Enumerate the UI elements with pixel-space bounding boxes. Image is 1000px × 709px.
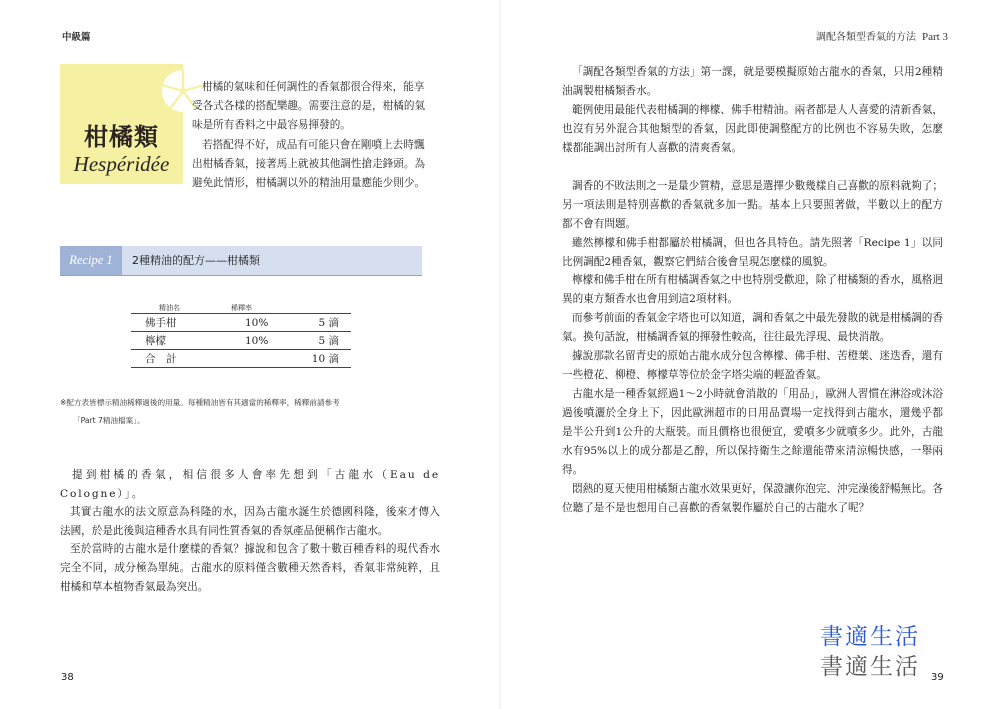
body-text [562,63,943,518]
body-paragraph: 而參考前面的香氣金字塔也可以知道，調和香氣之中最先發散的就是柑橘調的香氣。換句話說，柑橘調香氣的揮發性較高，往往最先浮現、最快消散。 [562,312,943,344]
chapter-title-french: Hespéridée [73,152,170,176]
body-paragraph: 檸檬和佛手柑在所有柑橘調香氣之中也特別受歡迎，除了柑橘類的香水，風格迥異的東方類香水也會用到這2項材料。 [562,274,943,306]
body-paragraph: 其實古龍水的法文原意為科隆的水，因為古龍水誕生於德國科隆，後來才傳入法國，於是此後與這種香水具有同性質香氣的香氛產品便稱作古龍水。 [60,506,440,537]
total-label-cell: 合 計 [131,350,245,368]
intro-text [192,78,430,193]
oil-name-cell: 檸檬 [131,332,245,350]
chapter-header [816,28,948,43]
page-number: 39 [931,672,944,683]
watermark-logo-shadow: 書適生活 [820,654,920,680]
chapter-title-chinese: 柑橘類 [84,122,159,151]
body-text [60,466,440,596]
dilution-cell: 10% [245,332,305,350]
body-paragraph: 提到柑橘的香氣，相信很多人會率先想到「古龍水（Eau de Cologne）」。 [60,469,440,500]
body-paragraph: 雖然檸檬和佛手柑都屬於柑橘調，但也各具特色。請先照著「Recipe 1」以同比例調配2種香氣，觀察它們結合後會呈現怎麼樣的風貌。 [562,236,943,268]
body-paragraph: 悶熱的夏天使用柑橘類古龍水效果更好，保證讓你泡完、沖完澡後舒暢無比。各位聽了是不是也想用自己喜歡的香氣製作屬於自己的古龍水了呢？ [562,482,943,514]
empty-cell [245,350,305,368]
body-paragraph: 「調配各類型香氣的方法」第一課，就是要模擬原始古龍水的香氣，只用2種精油調製柑橘類香水。 [562,66,943,97]
table-total-row [131,350,351,368]
body-paragraph: 古龍水是一種香氣經過1～2小時就會消散的「用品」，歐洲人習慣在淋浴或沐浴過後噴灑於全身上下，因此歐洲超市的日用品賣場一定找得到古龍水，還幾乎都是半公升到1公升的大瓶裝。而且價格也很便宜，愛噴多少就噴多少。此外，古龍水有95%以上的成分都是乙醇，所以保持衛生之餘還能帶來清涼暢快感，一舉兩得。 [562,388,943,476]
recipe-number-tag: Recipe 1 [60,246,122,275]
drops-cell: 5 滴 [305,332,351,350]
chapter-header-title: 調配各類型香氣的方法 [816,32,917,43]
recipe-footnote [60,394,440,430]
dilution-cell: 10% [245,314,305,332]
drops-cell: 5 滴 [305,314,351,332]
body-paragraph: 至於當時的古龍水是什麼樣的香氣？據說和包含了數十數百種香料的現代香水完全不同，成分極為單純。古龍水的原料僅含數種天然香料，香氣非常純粹，且柑橘和草本植物香氣最為突出。 [60,543,440,593]
recipe-title: 2種精油的配方——柑橘類 [132,254,260,267]
recipe-header-bar [60,246,422,276]
watermark-logo: 書適生活 [820,624,920,650]
chapter-title-box [60,64,183,184]
body-paragraph: 據說那款名留青史的原始古龍水成分包含檸檬、佛手柑、苦橙葉、迷迭香，還有一些橙花、柳橙、檸檬草等位於金字塔尖端的輕盈香氣。 [562,350,943,382]
intro-paragraph: 若搭配得不好，成品有可能只會在剛噴上去時飄出柑橘香氣，接著馬上就被其他調性搶走鋒頭。為避免此情形，柑橘調以外的精油用量應能少則少。 [192,138,426,190]
section-header: 中級篇 [62,32,91,43]
table-row [131,332,351,350]
footnote-line: ※配方表皆標示精油稀釋過後的用量。每種精油皆有其適當的稀釋率，稀釋前請參考 [60,398,340,407]
right-page [500,0,1000,709]
intro-paragraph: 柑橘的氣味和任何調性的香氣都很合得來，能享受各式各樣的搭配樂趣。需要注意的是，柑橘的氣味是所有香料之中最容易揮發的。 [192,81,426,132]
total-drops-cell: 10 滴 [305,350,351,368]
page-number: 38 [61,672,74,683]
chapter-part-label: Part 3 [922,31,948,43]
oil-name-cell: 佛手柑 [131,314,245,332]
recipe-table [131,313,351,368]
footnote-line: 「Part 7精油檔案」。 [73,416,145,425]
table-header-oil-name: 精油名 [159,304,180,312]
body-paragraph: 調香的不敗法則之一是量少質精，意思是選擇少數幾樣自己喜歡的原料就夠了；另一項法則是特別喜歡的香氣就多加一點。基本上只要照著做，半數以上的配方都不會有問題。 [562,179,943,230]
body-paragraph: 範例使用最能代表柑橘調的檸檬、佛手柑精油。兩者都是人人喜愛的清新香氣，也沒有另外混合其他類型的香氣，因此即使調整配方的比例也不容易失敗，怎麼樣都能調出討所有人喜歡的清爽香氣。 [562,103,943,154]
table-header-dilution: 稀釋率 [231,304,252,312]
table-row [131,314,351,332]
